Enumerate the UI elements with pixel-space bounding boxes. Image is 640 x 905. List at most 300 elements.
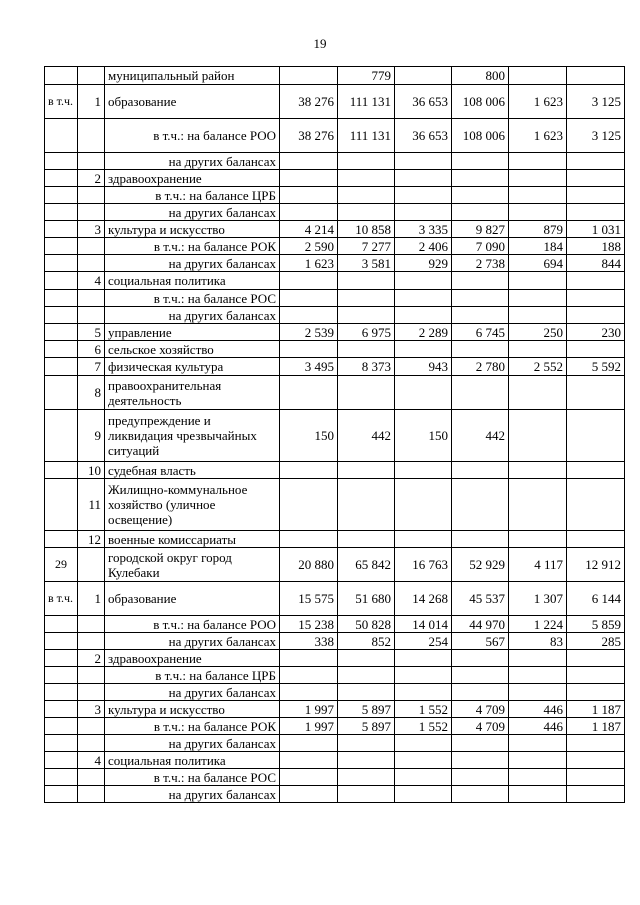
group-marker-cell: в т.ч. — [45, 85, 78, 119]
value-cell: 20 880 — [280, 548, 338, 582]
table-row — [45, 616, 625, 633]
value-cell — [509, 341, 567, 358]
value-cell — [338, 479, 395, 531]
value-cell: 250 — [509, 324, 567, 341]
value-cell — [280, 67, 338, 85]
value-cell: 188 — [567, 238, 625, 255]
value-cell: 14 268 — [395, 582, 452, 616]
value-cell — [509, 410, 567, 462]
value-cell: 150 — [280, 410, 338, 462]
value-cell — [567, 479, 625, 531]
group-marker-cell — [45, 650, 78, 667]
label-cell: в т.ч.: на балансе РОС — [105, 290, 280, 307]
table-row — [45, 85, 625, 119]
value-cell — [280, 290, 338, 307]
value-cell: 111 131 — [338, 119, 395, 153]
item-number-cell: 2 — [78, 170, 105, 187]
group-marker-cell — [45, 67, 78, 85]
value-cell: 44 970 — [452, 616, 509, 633]
value-cell — [338, 341, 395, 358]
value-cell — [395, 769, 452, 786]
item-number-cell — [78, 718, 105, 735]
value-cell: 943 — [395, 358, 452, 376]
label-cell: предупреждение и ликвидация чрезвычайных ситуаций — [105, 410, 280, 462]
item-number-cell: 6 — [78, 341, 105, 358]
item-number-cell: 4 — [78, 272, 105, 290]
value-cell: 442 — [338, 410, 395, 462]
value-cell — [452, 531, 509, 548]
group-marker-cell — [45, 410, 78, 462]
value-cell: 15 575 — [280, 582, 338, 616]
value-cell — [567, 531, 625, 548]
value-cell — [280, 684, 338, 701]
value-cell — [395, 735, 452, 752]
label-cell: в т.ч.: на балансе РОО — [105, 616, 280, 633]
group-marker-cell — [45, 255, 78, 272]
table-row — [45, 667, 625, 684]
value-cell — [280, 307, 338, 324]
value-cell: 3 125 — [567, 119, 625, 153]
label-cell: физическая культура — [105, 358, 280, 376]
value-cell — [509, 204, 567, 221]
value-cell — [338, 667, 395, 684]
value-cell: 52 929 — [452, 548, 509, 582]
table-row — [45, 204, 625, 221]
value-cell: 6 144 — [567, 582, 625, 616]
group-marker-cell — [45, 684, 78, 701]
value-cell — [395, 531, 452, 548]
value-cell — [395, 67, 452, 85]
table-row — [45, 324, 625, 341]
value-cell — [567, 67, 625, 85]
value-cell — [280, 752, 338, 769]
item-number-cell: 3 — [78, 221, 105, 238]
label-cell: правоохранительная деятельность — [105, 376, 280, 410]
item-number-cell — [78, 633, 105, 650]
value-cell: 1 997 — [280, 701, 338, 718]
value-cell: 4 214 — [280, 221, 338, 238]
value-cell — [280, 531, 338, 548]
group-marker-cell: в т.ч. — [45, 582, 78, 616]
value-cell — [338, 170, 395, 187]
value-cell — [280, 153, 338, 170]
value-cell — [452, 272, 509, 290]
value-cell: 8 373 — [338, 358, 395, 376]
value-cell — [567, 410, 625, 462]
value-cell — [567, 735, 625, 752]
region-number-cell: 29 — [45, 548, 78, 582]
value-cell — [509, 290, 567, 307]
table-row — [45, 67, 625, 85]
value-cell: 879 — [509, 221, 567, 238]
value-cell — [338, 204, 395, 221]
value-cell: 442 — [452, 410, 509, 462]
table-body — [45, 67, 625, 803]
value-cell — [452, 376, 509, 410]
value-cell — [452, 307, 509, 324]
table-row — [45, 582, 625, 616]
value-cell: 108 006 — [452, 119, 509, 153]
label-cell: на других балансах — [105, 153, 280, 170]
table-row — [45, 272, 625, 290]
table-row — [45, 290, 625, 307]
value-cell: 446 — [509, 718, 567, 735]
value-cell: 567 — [452, 633, 509, 650]
group-marker-cell — [45, 119, 78, 153]
label-cell: на других балансах — [105, 786, 280, 803]
group-marker-cell — [45, 752, 78, 769]
value-cell — [452, 752, 509, 769]
label-cell: социальная политика — [105, 272, 280, 290]
value-cell — [452, 786, 509, 803]
value-cell — [509, 67, 567, 85]
label-cell: судебная власть — [105, 462, 280, 479]
group-marker-cell — [45, 307, 78, 324]
value-cell — [567, 290, 625, 307]
value-cell — [452, 462, 509, 479]
item-number-cell: 3 — [78, 701, 105, 718]
value-cell — [395, 462, 452, 479]
value-cell: 1 187 — [567, 701, 625, 718]
table-row — [45, 462, 625, 479]
value-cell — [395, 307, 452, 324]
value-cell — [509, 479, 567, 531]
table-row — [45, 752, 625, 769]
item-number-cell: 5 — [78, 324, 105, 341]
value-cell: 285 — [567, 633, 625, 650]
value-cell — [509, 684, 567, 701]
value-cell: 83 — [509, 633, 567, 650]
value-cell: 852 — [338, 633, 395, 650]
group-marker-cell — [45, 735, 78, 752]
value-cell — [509, 735, 567, 752]
value-cell — [567, 684, 625, 701]
value-cell: 1 031 — [567, 221, 625, 238]
value-cell — [280, 187, 338, 204]
table-row — [45, 650, 625, 667]
value-cell: 9 827 — [452, 221, 509, 238]
label-cell: на других балансах — [105, 735, 280, 752]
value-cell — [452, 735, 509, 752]
table-row — [45, 684, 625, 701]
value-cell — [395, 272, 452, 290]
value-cell: 36 653 — [395, 85, 452, 119]
value-cell: 16 763 — [395, 548, 452, 582]
value-cell — [567, 272, 625, 290]
value-cell — [567, 153, 625, 170]
value-cell: 3 125 — [567, 85, 625, 119]
value-cell — [509, 667, 567, 684]
value-cell — [395, 684, 452, 701]
value-cell: 1 224 — [509, 616, 567, 633]
value-cell — [395, 786, 452, 803]
table-row — [45, 718, 625, 735]
value-cell: 338 — [280, 633, 338, 650]
item-number-cell — [78, 548, 105, 582]
value-cell: 1 623 — [509, 85, 567, 119]
value-cell: 38 276 — [280, 119, 338, 153]
item-number-cell — [78, 119, 105, 153]
table-row — [45, 479, 625, 531]
table-row — [45, 548, 625, 582]
item-number-cell — [78, 769, 105, 786]
value-cell: 1 997 — [280, 718, 338, 735]
value-cell — [567, 769, 625, 786]
value-cell: 2 539 — [280, 324, 338, 341]
budget-table — [44, 66, 625, 803]
value-cell: 7 277 — [338, 238, 395, 255]
item-number-cell: 10 — [78, 462, 105, 479]
value-cell: 184 — [509, 238, 567, 255]
value-cell — [452, 204, 509, 221]
value-cell: 51 680 — [338, 582, 395, 616]
value-cell — [567, 650, 625, 667]
value-cell — [395, 667, 452, 684]
value-cell — [395, 153, 452, 170]
value-cell — [567, 752, 625, 769]
label-cell: в т.ч.: на балансе РОК — [105, 718, 280, 735]
item-number-cell — [78, 204, 105, 221]
value-cell: 254 — [395, 633, 452, 650]
value-cell: 4 709 — [452, 701, 509, 718]
value-cell — [338, 187, 395, 204]
group-marker-cell — [45, 769, 78, 786]
value-cell — [509, 153, 567, 170]
value-cell: 2 780 — [452, 358, 509, 376]
value-cell: 4 117 — [509, 548, 567, 582]
table-row — [45, 119, 625, 153]
label-cell: на других балансах — [105, 255, 280, 272]
value-cell: 5 897 — [338, 701, 395, 718]
table-row — [45, 410, 625, 462]
label-cell: муниципальный район — [105, 67, 280, 85]
table-row — [45, 701, 625, 718]
value-cell — [280, 650, 338, 667]
value-cell: 6 745 — [452, 324, 509, 341]
group-marker-cell — [45, 153, 78, 170]
label-cell: образование — [105, 582, 280, 616]
value-cell — [338, 735, 395, 752]
value-cell — [338, 307, 395, 324]
value-cell: 4 709 — [452, 718, 509, 735]
label-cell: культура и искусство — [105, 701, 280, 718]
table-row — [45, 238, 625, 255]
table-row — [45, 341, 625, 358]
value-cell: 2 406 — [395, 238, 452, 255]
value-cell: 446 — [509, 701, 567, 718]
table-row — [45, 221, 625, 238]
group-marker-cell — [45, 324, 78, 341]
group-marker-cell — [45, 633, 78, 650]
value-cell — [338, 650, 395, 667]
item-number-cell — [78, 684, 105, 701]
item-number-cell — [78, 67, 105, 85]
table-row — [45, 307, 625, 324]
value-cell: 150 — [395, 410, 452, 462]
group-marker-cell — [45, 701, 78, 718]
item-number-cell: 4 — [78, 752, 105, 769]
value-cell — [567, 376, 625, 410]
value-cell — [452, 187, 509, 204]
label-cell: в т.ч.: на балансе ЦРБ — [105, 667, 280, 684]
value-cell — [452, 341, 509, 358]
item-number-cell: 12 — [78, 531, 105, 548]
value-cell — [338, 786, 395, 803]
page-number: 19 — [313, 36, 327, 51]
value-cell — [395, 170, 452, 187]
value-cell — [509, 376, 567, 410]
item-number-cell — [78, 238, 105, 255]
value-cell — [452, 667, 509, 684]
group-marker-cell — [45, 238, 78, 255]
value-cell — [280, 204, 338, 221]
group-marker-cell — [45, 187, 78, 204]
value-cell — [509, 272, 567, 290]
label-cell: военные комиссариаты — [105, 531, 280, 548]
value-cell — [338, 752, 395, 769]
value-cell: 779 — [338, 67, 395, 85]
value-cell: 2 590 — [280, 238, 338, 255]
value-cell — [395, 376, 452, 410]
item-number-cell: 8 — [78, 376, 105, 410]
value-cell: 7 090 — [452, 238, 509, 255]
value-cell: 10 858 — [338, 221, 395, 238]
value-cell — [452, 290, 509, 307]
label-cell: социальная политика — [105, 752, 280, 769]
value-cell — [452, 684, 509, 701]
table-row — [45, 769, 625, 786]
group-marker-cell — [45, 358, 78, 376]
label-cell: Жилищно-коммунальное хозяйство (уличное освещение) — [105, 479, 280, 531]
group-marker-cell — [45, 718, 78, 735]
group-marker-cell — [45, 221, 78, 238]
table-row — [45, 358, 625, 376]
value-cell — [395, 341, 452, 358]
value-cell — [567, 204, 625, 221]
label-cell: управление — [105, 324, 280, 341]
label-cell: городской округ город Кулебаки — [105, 548, 280, 582]
value-cell — [280, 170, 338, 187]
table-row — [45, 531, 625, 548]
label-cell: здравоохранение — [105, 650, 280, 667]
group-marker-cell — [45, 170, 78, 187]
item-number-cell — [78, 616, 105, 633]
value-cell — [509, 786, 567, 803]
value-cell — [509, 307, 567, 324]
table-row — [45, 633, 625, 650]
value-cell: 2 552 — [509, 358, 567, 376]
value-cell — [395, 187, 452, 204]
item-number-cell — [78, 786, 105, 803]
value-cell — [338, 684, 395, 701]
value-cell — [280, 786, 338, 803]
label-cell: здравоохранение — [105, 170, 280, 187]
group-marker-cell — [45, 341, 78, 358]
value-cell — [567, 462, 625, 479]
item-number-cell — [78, 255, 105, 272]
table-row — [45, 153, 625, 170]
value-cell — [509, 752, 567, 769]
value-cell: 2 738 — [452, 255, 509, 272]
value-cell — [280, 667, 338, 684]
group-marker-cell — [45, 531, 78, 548]
group-marker-cell — [45, 272, 78, 290]
value-cell: 108 006 — [452, 85, 509, 119]
label-cell: в т.ч.: на балансе РОК — [105, 238, 280, 255]
value-cell: 6 975 — [338, 324, 395, 341]
label-cell: на других балансах — [105, 204, 280, 221]
value-cell: 1 623 — [280, 255, 338, 272]
label-cell: культура и искусство — [105, 221, 280, 238]
value-cell: 111 131 — [338, 85, 395, 119]
item-number-cell — [78, 735, 105, 752]
value-cell: 5 592 — [567, 358, 625, 376]
table-row — [45, 376, 625, 410]
value-cell: 844 — [567, 255, 625, 272]
value-cell: 14 014 — [395, 616, 452, 633]
label-cell: в т.ч.: на балансе РОС — [105, 769, 280, 786]
table-row — [45, 255, 625, 272]
value-cell: 12 912 — [567, 548, 625, 582]
value-cell — [567, 786, 625, 803]
label-cell: на других балансах — [105, 307, 280, 324]
value-cell — [280, 341, 338, 358]
value-cell — [280, 769, 338, 786]
value-cell: 230 — [567, 324, 625, 341]
value-cell: 50 828 — [338, 616, 395, 633]
value-cell — [452, 153, 509, 170]
value-cell — [567, 187, 625, 204]
value-cell: 5 859 — [567, 616, 625, 633]
table-row — [45, 735, 625, 752]
value-cell — [280, 376, 338, 410]
value-cell — [567, 341, 625, 358]
group-marker-cell — [45, 290, 78, 307]
value-cell: 5 897 — [338, 718, 395, 735]
label-cell: образование — [105, 85, 280, 119]
value-cell — [509, 769, 567, 786]
label-cell: в т.ч.: на балансе ЦРБ — [105, 187, 280, 204]
value-cell: 15 238 — [280, 616, 338, 633]
value-cell: 1 552 — [395, 701, 452, 718]
value-cell: 2 289 — [395, 324, 452, 341]
label-cell: в т.ч.: на балансе РОО — [105, 119, 280, 153]
value-cell — [280, 735, 338, 752]
value-cell — [567, 667, 625, 684]
value-cell — [280, 479, 338, 531]
value-cell: 1 187 — [567, 718, 625, 735]
item-number-cell — [78, 290, 105, 307]
label-cell: сельское хозяйство — [105, 341, 280, 358]
value-cell — [280, 462, 338, 479]
group-marker-cell — [45, 786, 78, 803]
item-number-cell: 9 — [78, 410, 105, 462]
value-cell — [452, 650, 509, 667]
value-cell — [395, 290, 452, 307]
value-cell: 800 — [452, 67, 509, 85]
group-marker-cell — [45, 376, 78, 410]
value-cell — [452, 769, 509, 786]
value-cell — [567, 307, 625, 324]
item-number-cell: 1 — [78, 85, 105, 119]
group-marker-cell — [45, 479, 78, 531]
value-cell — [509, 170, 567, 187]
value-cell: 36 653 — [395, 119, 452, 153]
item-number-cell: 1 — [78, 582, 105, 616]
value-cell — [567, 170, 625, 187]
value-cell — [452, 170, 509, 187]
item-number-cell: 11 — [78, 479, 105, 531]
